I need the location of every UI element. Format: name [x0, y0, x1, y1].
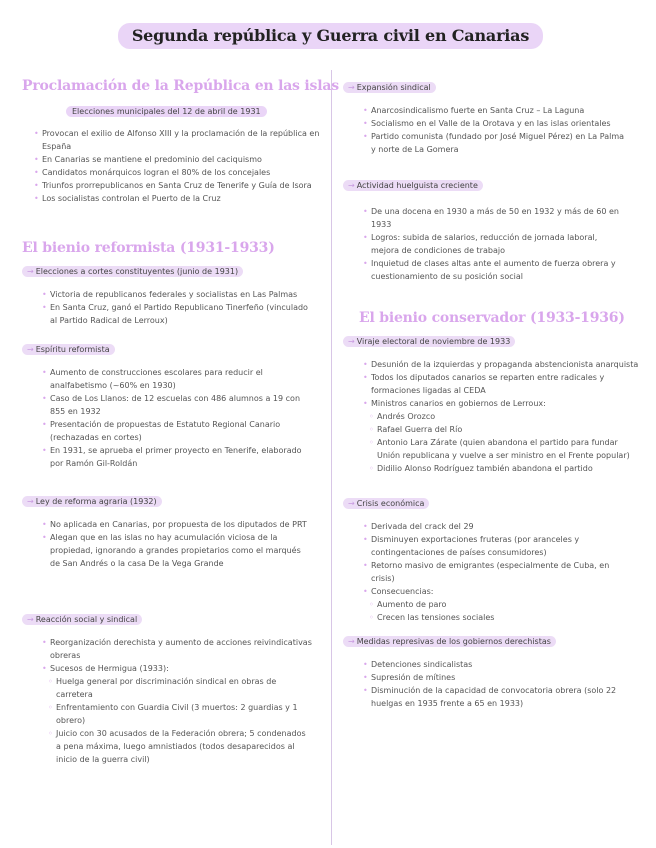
section-label: Reacción social y sindical [35, 615, 138, 624]
list-item: • Derivada del crack del 29 [363, 520, 628, 533]
section-label: Espíritu reformista [35, 345, 110, 354]
list-item: • Socialismo en el Valle de la Orotava y en las islas orientales [363, 117, 625, 130]
page-title: Segunda república y Guerra civil en Canarias [118, 23, 543, 49]
column-divider [331, 70, 332, 845]
agraria-list [42, 518, 307, 570]
arrow-icon: → [27, 267, 34, 276]
section-reforma-agraria [22, 496, 162, 507]
expansion-list [363, 104, 625, 156]
arrow-icon: → [348, 499, 355, 508]
list-item: • Candidatos monárquicos logran el 80% de los concejales [34, 166, 324, 179]
list-item: • Anarcosindicalismo fuerte en Santa Cruz – La Laguna [363, 104, 625, 117]
heading-bienio-reformista: El bienio reformista (1931-1933) [22, 240, 275, 256]
sub-list-item: ◦ Juicio con 30 acusados de la Federación obrera; 5 condenados a pena máxima, luego amnistiados (todos desaparecidos al inicio de la guerra civil) [42, 727, 312, 766]
sub-list-item: ◦ Huelga general por discriminación sindical en obras de carretera [42, 675, 312, 701]
list-item: • Desunión de la izquierdas y propaganda abstencionista anarquista [363, 358, 643, 371]
list-item: • Partido comunista (fundado por José Miguel Pérez) en La Palma y norte de La Gomera [363, 130, 625, 156]
list-item: • Caso de Los Llanos: de 12 escuelas con 486 alumnos a 19 con 855 en 1932 [42, 392, 307, 418]
section-label: Ley de reforma agraria (1932) [35, 497, 157, 506]
arrow-icon: → [348, 337, 355, 346]
list-item: • Disminuyen exportaciones fruteras (por aranceles y contingentaciones de países consumidores) [363, 533, 628, 559]
section-label: Viraje electoral de noviembre de 1933 [356, 337, 511, 346]
heading-proclamacion: Proclamación de la República en las islas [22, 78, 339, 94]
list-item: • Los socialistas controlan el Puerto de la Cruz [34, 192, 324, 205]
list-item: • De una docena en 1930 a más de 50 en 1932 y más de 60 en 1933 [363, 205, 625, 231]
arrow-icon: → [348, 83, 355, 92]
list-item: • Victoria de republicanos federales y socialistas en Las Palmas [42, 288, 312, 301]
section-label: Expansión sindical [356, 83, 431, 92]
section-medidas-represivas [343, 636, 556, 647]
sub-list-item: ◦ Andrés Orozco [363, 410, 643, 423]
arrow-icon: → [27, 345, 34, 354]
sub-list-item: ◦ Enfrentamiento con Guardia Civil (3 muertos: 2 guardias y 1 obrero) [42, 701, 312, 727]
section-espiritu-reformista [22, 344, 115, 355]
sub-list-item: ◦ Crecen las tensiones sociales [363, 611, 628, 624]
list-item: • Reorganización derechista y aumento de acciones reivindicativas obreras [42, 636, 312, 662]
list-item: • Ministros canarios en gobiernos de Lerroux: [363, 397, 643, 410]
arrow-icon: → [348, 181, 355, 190]
list-item: • Disminución de la capacidad de convocatoria obrera (solo 22 huelgas en 1935 frente a 65 en 1933) [363, 684, 628, 710]
list-item: • En Santa Cruz, ganó el Partido Republicano Tinerfeño (vinculado al Partido Radical de Lerroux) [42, 301, 312, 327]
list-item: • Triunfos prorrepublicanos en Santa Cruz de Tenerife y Guía de Isora [34, 179, 324, 192]
heading-bienio-conservador: El bienio conservador (1933-1936) [359, 310, 625, 326]
elecciones-pill: Elecciones municipales del 12 de abril de 1931 [66, 106, 267, 117]
section-crisis-economica [343, 498, 429, 509]
sub-list-item: ◦ Antonio Lara Zárate (quien abandona el partido para fundar Unión republicana y vuelve a ser ministro en el Frente popular) [363, 436, 643, 462]
list-item: • Alegan que en las islas no hay acumulación viciosa de la propiedad, ignorando a grandes propietarios como el marqués de San Andrés o la casa De la Vega Grande [42, 531, 307, 570]
list-item: • Detenciones sindicalistas [363, 658, 628, 671]
list-item: • Todos los diputados canarios se reparten entre radicales y formaciones ligadas al CEDA [363, 371, 643, 397]
medidas-list [363, 658, 628, 710]
list-item: • En Canarias se mantiene el predominio del caciquismo [34, 153, 324, 166]
arrow-icon: → [27, 615, 34, 624]
sub-list-item: ◦ Rafael Guerra del Río [363, 423, 643, 436]
section-elecciones-cortes [22, 266, 243, 277]
crisis-list [363, 520, 628, 624]
section-label: Medidas represivas de los gobiernos derechistas [356, 637, 551, 646]
reaccion-list [42, 636, 312, 766]
huelguista-list [363, 205, 625, 283]
section-expansion-sindical [343, 82, 436, 93]
elecciones-list [42, 288, 312, 327]
list-item: • Supresión de mítines [363, 671, 628, 684]
list-item: • Retorno masivo de emigrantes (especialmente de Cuba, en crisis) [363, 559, 628, 585]
list-item: • Inquietud de clases altas ante el aumento de fuerza obrera y cuestionamiento de su posición social [363, 257, 625, 283]
arrow-icon: → [348, 637, 355, 646]
list-item: • Presentación de propuestas de Estatuto Regional Canario (rechazadas en cortes) [42, 418, 307, 444]
section-label: Actividad huelguista creciente [356, 181, 478, 190]
sub-list-item: ◦ Aumento de paro [363, 598, 628, 611]
viraje-list [363, 358, 643, 475]
list-item: • Logros: subida de salarios, reducción de jornada laboral, mejora de condiciones de trabajo [363, 231, 625, 257]
section-viraje-electoral [343, 336, 515, 347]
arrow-icon: → [27, 497, 34, 506]
section-label: Elecciones a cortes constituyentes (junio de 1931) [35, 267, 239, 276]
list-item: • No aplicada en Canarias, por propuesta de los diputados de PRT [42, 518, 307, 531]
list-item: • Consecuencias: [363, 585, 628, 598]
list-item: • Provocan el exilio de Alfonso XIII y la proclamación de la república en España [34, 127, 324, 153]
list-item: • Aumento de construcciones escolares para reducir el analfabetismo (~60% en 1930) [42, 366, 307, 392]
section-actividad-huelguista [343, 180, 483, 191]
list-item: • Sucesos de Hermigua (1933): [42, 662, 312, 675]
section-reaccion-social [22, 614, 142, 625]
espiritu-list [42, 366, 307, 470]
section-label: Crisis económica [356, 499, 425, 508]
list-item: • En 1931, se aprueba el primer proyecto en Tenerife, elaborado por Ramón Gil-Roldán [42, 444, 307, 470]
sub-list-item: ◦ Didilio Alonso Rodríguez también abandona el partido [363, 462, 643, 475]
proclamacion-list [34, 127, 324, 205]
